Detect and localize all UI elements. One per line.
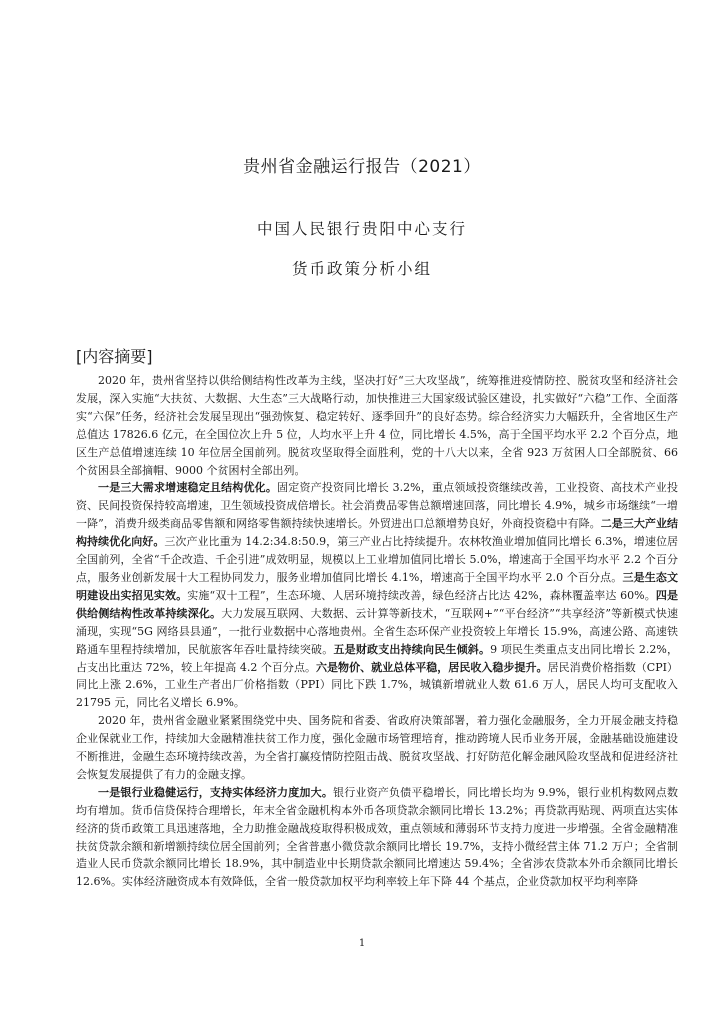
abstract-body: [76, 372, 678, 891]
abstract-heading: [内容摘要]: [76, 347, 153, 366]
abstract-paragraph: [76, 712, 678, 784]
bold-lead-sentence: 四是供给侧结构性改革持续深化。: [76, 588, 679, 620]
bold-lead-sentence: 一是三大需求增速稳定且结构优化。: [98, 481, 278, 495]
paragraph-text: 银行业资产负债平稳增长，同比增长均为 9.9%，银行业机构数网点数均有增加。货币信贷保持合理增长，年末全省金融机构本外币各项贷款余额同比增长 13.2%；再贷款再贴现、两项直达实体经济的货币政策工具迅速落地，全力助推金融战疫取得积极成效，重点领域和薄弱环节支持力度进一步增强。全省金融精准扶贫贷款余额和新增额持续位居全国前列；全省普惠小微贷款余额同比增长 19.7%，支持小微经营主体 71.2 万户；全省制造业人民币贷款余额同比增长 18.9%，其中制造业中长期贷款余额同比增速达 59.4%；全省涉农贷款本外币余额同比增长 12.6%。实体经济融资成本有效降低，全省一般贷款加权平均利率较上年下降 44 个基点，企业贷款加权平均利率降: [76, 785, 678, 889]
bold-lead-sentence: 六是物价、就业总体平稳，居民收入稳步提升。: [316, 660, 548, 674]
paragraph-text: 2020 年，贵州省坚持以供给侧结构性改革为主线，坚决打好“三大攻坚战”，统筹推进疫情防控、脱贫攻坚和经济社会发展，深入实施“大扶贫、大数据、大生态”三大战略行动，加快推进三大国家级试验区建设，扎实做好“六稳”工作、全面落实“六保”任务，经济社会发展呈现出“强劲恢复、稳定转好、逐季回升”的良好态势。综合经济实力大幅跃升，全省地区生产总值达 17826.6 亿元，在全国位次上升 5 位，人均水平上升 4 位，同比增长 4.5%，高于全国平均水平 2.2 个百分点，地区生产总值增速连续 10 年位居全国前列。脱贫攻坚取得全面胜利，党的十八大以来，全省 923 万贫困人口全部脱贫、66 个贫困县全部摘帽、9000 个贫困村全部出列。: [76, 374, 678, 477]
bold-lead-sentence: 二是三大产业结构持续优化向好。: [76, 517, 678, 549]
bold-lead-sentence: 三是生态文明建设出实招见实效。: [76, 570, 678, 602]
author-group: 货币政策分析小组: [291, 260, 432, 278]
bold-lead-sentence: 五是财政支出持续向民生倾斜。: [333, 642, 491, 656]
paragraph-text: 9 项民生类重点支出同比增长 2.2%，占支出比重达 72%，较上年提高 4.2 个百分点。: [76, 642, 679, 674]
abstract-paragraph: [76, 479, 678, 712]
bold-lead-sentence: 一是银行业稳健运行，支持实体经济力度加大。: [98, 785, 334, 799]
author-organization: 中国人民银行贵阳中心支行: [256, 220, 467, 238]
paragraph-text: 大力发展互联网、大数据、云计算等新技术，“互联网+”“平台经济”“共享经济”等新模式快速涌现，实现“5G 网络县县通”，一批行业数据中心落地贵州。全省生态环保产业投资较上年增长 15.9%，高速公路、高速铁路通车里程持续增加，民航旅客年吞吐量持续突破。: [76, 606, 678, 656]
paragraph-text: 固定资产投资同比增长 3.2%，重点领域投资继续改善，工业投资、高技术产业投资、民间投资保持较高增速，卫生领域投资成倍增长。社会消费品零售总额增速回落，同比增长 4.9%，城乡市场继续“一增一降”，消费升级类商品零售额和网络零售额持续快速增长。外贸进出口总额增势良好，外商投资稳中有降。: [76, 481, 678, 531]
report-title: 贵州省金融运行报告（2021）: [243, 157, 481, 177]
paragraph-text: 2020 年，贵州省金融业紧紧围绕党中央、国务院和省委、省政府决策部署，着力强化金融服务，全力开展金融支持稳企业保就业工作，持续加大金融精准扶贫工作力度，强化金融市场管理培育，推动跨境人民币业务开展，金融基础设施建设不断推进，金融生态环境持续改善，为全省打赢疫情防控阻击战、脱贫攻坚战、打好防范化解金融风险攻坚战和促进经济社会恢复发展提供了有力的金融支撑。: [76, 714, 678, 781]
page-number: 1: [358, 938, 366, 949]
paragraph-text: 居民消费价格指数（CPI）同比上涨 2.6%，工业生产者出厂价格指数（PPI）同比下跌 1.7%，城镇新增就业人数 61.6 万人，居民人均可支配收入 21795 元，同比名义增长 6.9%。: [76, 660, 678, 710]
paragraph-text: 实施“双十工程”，生态环境、人居环境持续改善，绿色经济占比达 42%，森林覆盖率达 60%。: [187, 588, 656, 602]
paragraph-text: 三次产业比重为 14.2:34.8:50.9，第三产业占比持续提升。农林牧渔业增加值同比增长 6.3%，增速位居全国前列，全省“千企改造、千企引进”成效明显，规模以上工业增加值同比增长 5.0%，增速高于全国平均水平 2.2 个百分点，服务业创新发展十大工程协同发力，服务业增加值同比增长 4.1%，增速高于全国平均水平 2.0 个百分点。: [76, 535, 679, 584]
abstract-paragraph: [76, 372, 678, 479]
abstract-paragraph: [76, 784, 678, 891]
